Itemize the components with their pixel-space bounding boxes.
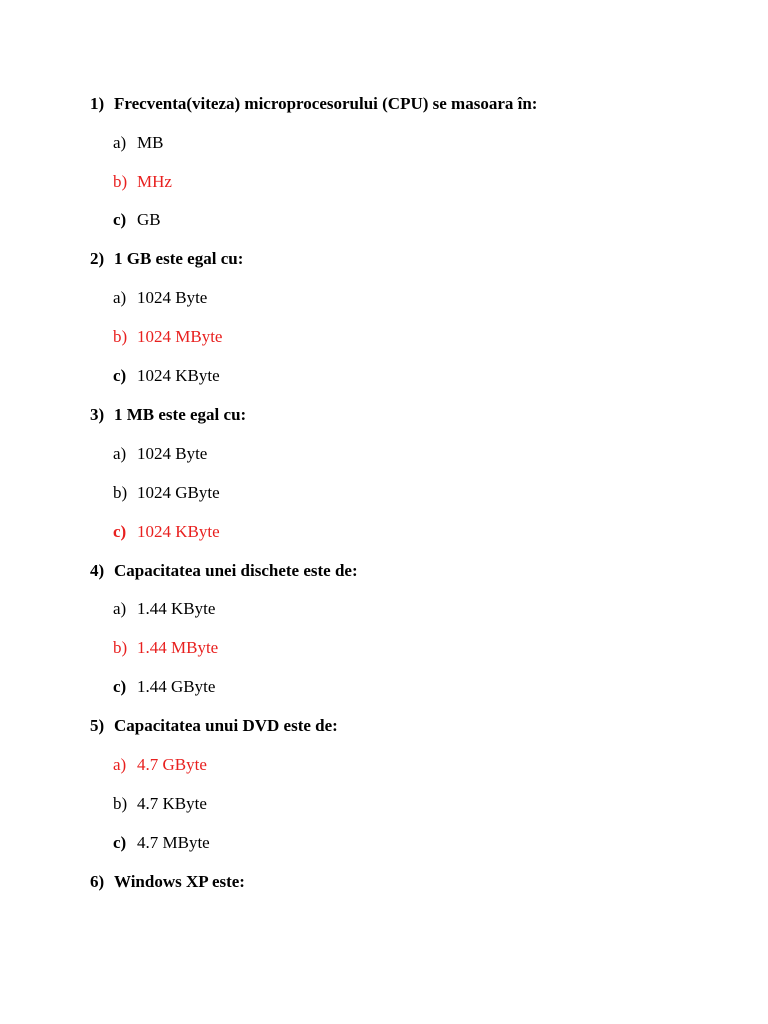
- option-letter: a): [113, 444, 127, 463]
- question-1-option-c: [113, 210, 161, 230]
- option-letter: c): [113, 210, 127, 229]
- option-text: 1024 GByte: [137, 483, 220, 502]
- question-1-option-b: [113, 172, 172, 192]
- question-number: 2): [90, 249, 105, 268]
- question-number: 4): [90, 561, 105, 580]
- option-text: 1024 KByte: [137, 522, 220, 541]
- question-text: Capacitatea unui DVD este de:: [114, 716, 338, 735]
- question-text: Capacitatea unei dischete este de:: [114, 561, 358, 580]
- question-4-option-a: [113, 599, 215, 619]
- question-4-option-c: [113, 677, 215, 697]
- question-1: [90, 94, 537, 114]
- question-1-option-a: [113, 133, 163, 153]
- question-4: [90, 561, 358, 581]
- question-2: [90, 249, 243, 269]
- question-text: Windows XP este:: [114, 872, 245, 891]
- option-letter: b): [113, 172, 128, 191]
- question-5-option-a: [113, 755, 207, 775]
- question-5-option-c: [113, 833, 210, 853]
- question-2-option-c: [113, 366, 220, 386]
- question-text: Frecventa(viteza) microprocesorului (CPU) se masoara în:: [114, 94, 538, 113]
- question-text: 1 GB este egal cu:: [114, 249, 244, 268]
- option-letter: a): [113, 755, 127, 774]
- option-letter: b): [113, 327, 128, 346]
- option-text: 4.7 MByte: [137, 833, 210, 852]
- question-6: [90, 872, 245, 892]
- option-letter: a): [113, 288, 127, 307]
- question-number: 3): [90, 405, 105, 424]
- option-text: 1024 Byte: [137, 288, 208, 307]
- option-letter: c): [113, 522, 127, 541]
- option-letter: b): [113, 638, 128, 657]
- option-text: 1.44 GByte: [137, 677, 216, 696]
- question-4-option-b: [113, 638, 218, 658]
- option-text: 1024 Byte: [137, 444, 208, 463]
- question-5: [90, 716, 338, 736]
- option-text: 4.7 KByte: [137, 794, 207, 813]
- option-text: GB: [137, 210, 161, 229]
- option-letter: c): [113, 677, 127, 696]
- question-text: 1 MB este egal cu:: [114, 405, 247, 424]
- question-3: [90, 405, 246, 425]
- question-3-option-b: [113, 483, 220, 503]
- option-letter: b): [113, 794, 128, 813]
- question-3-option-a: [113, 444, 207, 464]
- question-number: 6): [90, 872, 105, 891]
- question-number: 5): [90, 716, 105, 735]
- option-text: 4.7 GByte: [137, 755, 207, 774]
- option-letter: b): [113, 483, 128, 502]
- option-text: 1.44 MByte: [137, 638, 219, 657]
- option-letter: a): [113, 133, 127, 152]
- option-letter: a): [113, 599, 127, 618]
- question-number: 1): [90, 94, 105, 113]
- question-5-option-b: [113, 794, 207, 814]
- option-text: MHz: [137, 172, 172, 191]
- option-letter: c): [113, 366, 127, 385]
- option-text: 1.44 KByte: [137, 599, 216, 618]
- option-letter: c): [113, 833, 127, 852]
- question-2-option-a: [113, 288, 207, 308]
- question-3-option-c: [113, 522, 220, 542]
- question-2-option-b: [113, 327, 222, 347]
- option-text: 1024 MByte: [137, 327, 223, 346]
- option-text: MB: [137, 133, 164, 152]
- option-text: 1024 KByte: [137, 366, 220, 385]
